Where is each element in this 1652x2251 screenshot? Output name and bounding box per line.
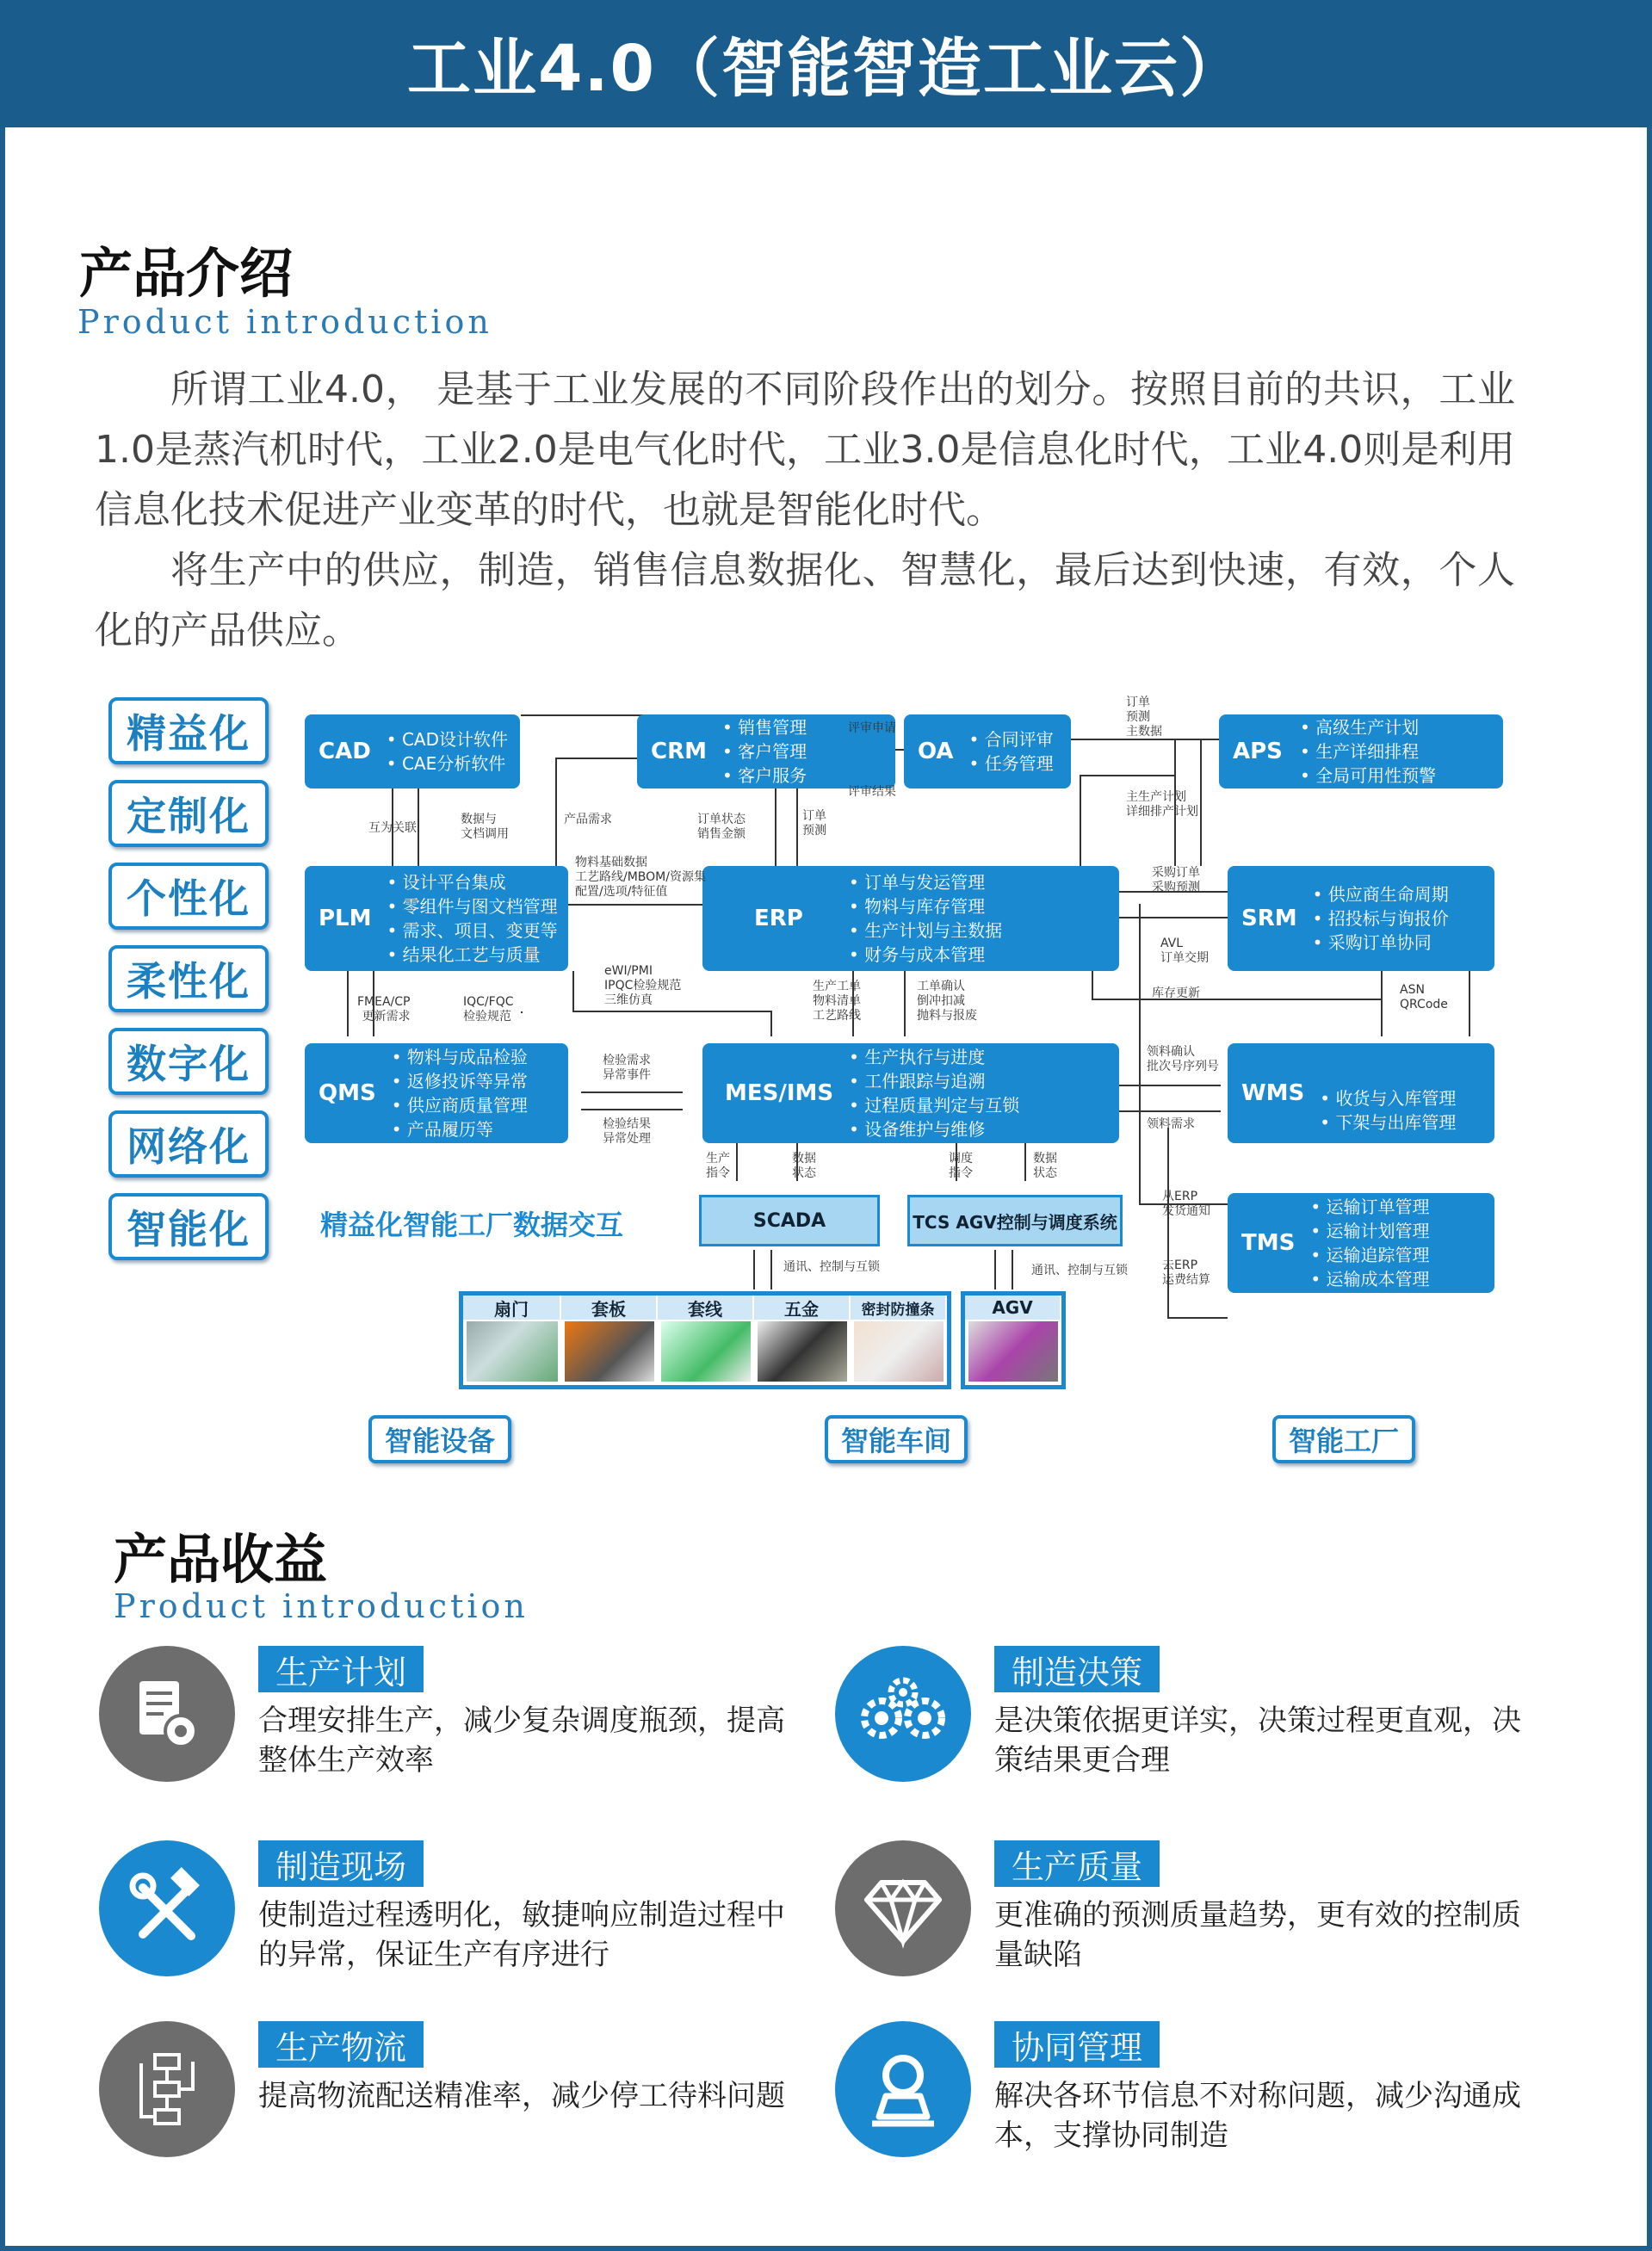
label-qms-mes: 检验结果 异常处理 [603, 1117, 651, 1146]
module-name: CRM [651, 739, 707, 764]
benefit-item [99, 1646, 805, 1801]
equipment-label: 密封防撞条 [851, 1296, 947, 1320]
intro-paragraph: 所谓工业4.0， 是基于工业发展的不同阶段作出的划分。按照目前的共识，工业1.0是蒸汽机时代，工业2.0是电气化时代，工业3.0是信息化时代，工业4.0则是利用信息化技术促进产业变革的时代，也就是智能化时代。 [95, 368, 1515, 532]
module-item: • 运输追踪管理 [1310, 1243, 1429, 1267]
module-item: • 客户服务 [722, 764, 807, 788]
module-item: • 物料与库存管理 [849, 894, 1002, 918]
module-item: • 返修投诉等异常 [392, 1069, 528, 1093]
label-comm: 通讯、控制与互锁 [1031, 1264, 1128, 1277]
module-item: • 产品履历等 [392, 1117, 528, 1141]
tag-smart-factory: 智能工厂 [1272, 1415, 1415, 1463]
label-scada: 生产 指令 [706, 1152, 730, 1180]
label-crm-oa: 评审结果 [848, 785, 896, 799]
label-cad-plm: 数据与 文档调用 [461, 813, 509, 841]
module-item: • 采购订单协同 [1313, 931, 1449, 955]
equipment-image [854, 1321, 944, 1382]
benefit-title: 协同管理 [994, 2021, 1160, 2068]
module-qms [305, 1043, 568, 1143]
connector-line [572, 971, 574, 1011]
label-crm-oa: 评审申请 [848, 721, 896, 735]
architecture-diagram [95, 689, 1541, 1472]
connector-line [1167, 1128, 1169, 1317]
module-item: • 生产计划与主数据 [849, 918, 1002, 943]
label-tcs: 调度 指令 [949, 1152, 973, 1180]
document-gear-icon [124, 1671, 210, 1757]
connector-line [1119, 917, 1228, 918]
intro-body [95, 360, 1515, 661]
equipment-image [758, 1321, 847, 1382]
connector-line [1139, 904, 1141, 1203]
tag-custom: 定制化 [108, 780, 269, 847]
benefit-text: 使制造过程透明化，敏捷响应制造过程中的异常，保证生产有序进行 [258, 1898, 785, 1972]
benefit-text: 更准确的预测质量趋势，更有效的控制质量缺陷 [994, 1898, 1521, 1972]
benefit-text: 解决各环节信息不对称问题，减少沟通成本，支撑协同制造 [994, 2079, 1521, 2153]
connector-line [572, 1011, 770, 1012]
module-item: • 设计平台集成 [387, 870, 558, 894]
intro-subtitle: Product introduction [77, 303, 492, 341]
module-items [722, 715, 807, 788]
connector-line [736, 1143, 738, 1181]
module-name: MES/IMS [725, 1080, 834, 1106]
module-item: • 结果化工艺与质量 [387, 943, 558, 967]
label-comm: 通讯、控制与互锁 [783, 1260, 880, 1274]
benefit-title: 生产物流 [258, 2021, 424, 2068]
module-item: • 过程质量判定与互锁 [849, 1093, 1019, 1117]
module-item: • 高级生产计划 [1300, 715, 1436, 739]
tag-personal: 个性化 [108, 863, 269, 930]
intro-title: 产品介绍 [79, 242, 294, 305]
label-inventory: 库存更新 [1152, 986, 1200, 1000]
intro-paragraph: 将生产中的供应，制造，销售信息数据化、智慧化，最后达到快速，有效，个人化的产品供应。 [95, 548, 1515, 652]
label-cad-plm: 互为关联 [368, 821, 417, 835]
module-name: OA [918, 739, 954, 764]
module-items [849, 1045, 1019, 1141]
scada-box: SCADA [699, 1195, 880, 1246]
module-item: • 下架与出库管理 [1320, 1110, 1456, 1135]
benefit-icon-circle [835, 2021, 971, 2157]
label-crm-erp: 订单状态 销售金额 [697, 813, 746, 841]
connector-line [775, 788, 777, 866]
benefit-item [835, 2021, 1541, 2176]
agv-label: AGV [965, 1296, 1061, 1320]
module-item: • 运输计划管理 [1310, 1219, 1429, 1243]
module-item: • 销售管理 [722, 715, 807, 739]
module-items [1320, 1086, 1456, 1135]
module-name: PLM [319, 906, 372, 931]
connector-line [1119, 1085, 1221, 1086]
label-aps: 订单 预测 主数据 [1126, 696, 1162, 739]
benefit-title: 制造决策 [994, 1646, 1160, 1692]
label-mes-wms: 领料需求 [1147, 1117, 1195, 1131]
hammer-wrench-icon [124, 1865, 210, 1951]
connector-line [796, 788, 798, 866]
page-title: 工业4.0（智能智造工业云） [406, 32, 1246, 106]
connector-line [1012, 1250, 1013, 1289]
module-erp [702, 866, 1119, 971]
equipment-label: 套线 [658, 1296, 754, 1320]
connector-line [770, 1011, 772, 1036]
module-item: • 供应商质量管理 [392, 1093, 528, 1117]
module-item: • 合同评审 [969, 727, 1054, 751]
label-plm-qms: IQC/FQC 检验规范 [463, 995, 514, 1023]
label-erp-mes: 工单确认 倒冲扣减 抛料与报废 [917, 980, 977, 1023]
label-tms: 去ERP 运费结算 [1162, 1258, 1210, 1287]
module-name: QMS [319, 1080, 376, 1106]
module-items [1313, 882, 1449, 955]
benefit-title: 生产质量 [994, 1840, 1160, 1887]
module-plm [305, 866, 568, 971]
module-item: • 运输成本管理 [1310, 1267, 1429, 1291]
label-srm-wms: ASN QRCode [1400, 983, 1448, 1011]
module-items [849, 870, 1002, 967]
module-item: • 任务管理 [969, 751, 1054, 776]
tag-intelligent: 智能化 [108, 1193, 269, 1260]
benefit-icon-circle [99, 2021, 235, 2157]
module-cad [305, 714, 520, 788]
module-name: SRM [1241, 906, 1297, 931]
module-item: • 财务与成本管理 [849, 943, 1002, 967]
benefit-text: 合理安排生产，减少复杂调度瓶颈，提高整体生产效率 [258, 1704, 785, 1778]
connector-line [1119, 1110, 1221, 1112]
benefit-text: 提高物流配送精准率，减少停工待料问题 [258, 2079, 785, 2113]
benefit-icon-circle [99, 1840, 235, 1976]
tag-smart-workshop: 智能车间 [825, 1415, 968, 1463]
tag-digital: 数字化 [108, 1028, 269, 1095]
module-item: • 零组件与图文档管理 [387, 894, 558, 918]
connector-line [904, 971, 906, 1036]
connector-line [1381, 971, 1383, 1036]
module-item: • 订单与发运管理 [849, 870, 1002, 894]
module-oa [904, 714, 1071, 788]
module-items [387, 870, 558, 967]
label-tms: 从ERP 发货通知 [1162, 1190, 1210, 1218]
module-name: APS [1233, 739, 1283, 764]
connector-line [1080, 775, 1081, 866]
module-item: • 招投标与询报价 [1313, 906, 1449, 931]
label-crm-erp: 订单 预测 [802, 809, 826, 838]
benefit-text: 是决策依据更详实，决策过程更直观，决策结果更合理 [994, 1704, 1521, 1778]
module-item: • 运输订单管理 [1310, 1195, 1429, 1219]
equipment-label: 五金 [754, 1296, 851, 1320]
benefits-title: 产品收益 [114, 1528, 328, 1591]
connector-line [1469, 971, 1470, 1036]
flowchart-icon [124, 2046, 210, 2132]
label-aps: 主生产计划 详细排产计划 [1126, 790, 1198, 819]
module-tms [1228, 1193, 1494, 1293]
diagram-caption: 精益化智能工厂数据交互 [320, 1209, 624, 1241]
equipment-image [661, 1321, 751, 1382]
connector-line [1024, 1143, 1026, 1181]
module-item: • 收货与入库管理 [1320, 1086, 1456, 1110]
module-mes [702, 1043, 1119, 1143]
connector-line [770, 1250, 772, 1289]
connector-line [581, 1091, 683, 1093]
module-item: • 全局可用性预警 [1300, 764, 1436, 788]
connector-line [1080, 775, 1174, 776]
module-items [387, 727, 508, 776]
tag-lean: 精益化 [108, 697, 269, 764]
benefit-item [835, 1646, 1541, 1801]
module-item: • 工件跟踪与追溯 [849, 1069, 1019, 1093]
agv-panel [961, 1291, 1066, 1389]
benefit-title: 制造现场 [258, 1840, 424, 1887]
module-item: • 生产详细排程 [1300, 739, 1436, 764]
module-aps [1219, 714, 1503, 788]
tag-smart-device: 智能设备 [368, 1415, 511, 1463]
module-srm [1228, 866, 1494, 971]
module-item: • 生产执行与进度 [849, 1045, 1019, 1069]
page-header [0, 0, 1652, 127]
label-erp-mes: 生产工单 物料清单 工艺路线 [813, 980, 861, 1023]
connector-line [1092, 971, 1093, 999]
label-plm-erp: 物料基础数据 工艺路线/MBOM/资源集 配置/选项/特征值 [575, 856, 706, 899]
module-item: • 供应商生命周期 [1313, 882, 1449, 906]
module-items [1300, 715, 1436, 788]
benefit-icon-circle [835, 1840, 971, 1976]
benefits-subtitle: Product introduction [114, 1587, 529, 1625]
module-name: CAD [319, 739, 371, 764]
connector-line [521, 1011, 523, 1013]
label-plm-crm: 产品需求 [564, 813, 612, 826]
module-items [392, 1045, 528, 1141]
label-erp-srm: 采购订单 采购预测 [1152, 866, 1200, 894]
module-item: • 需求、项目、变更等 [387, 918, 558, 943]
module-items [969, 727, 1054, 776]
connector-line [418, 788, 419, 866]
module-item: • 客户管理 [722, 739, 807, 764]
benefit-item [99, 1840, 805, 1995]
label-tcs: 数据 状态 [1033, 1152, 1057, 1180]
connector-line [347, 971, 349, 1036]
agv-image [968, 1321, 1058, 1382]
equipment-panel [459, 1291, 951, 1389]
module-name: ERP [754, 906, 803, 931]
benefit-title: 生产计划 [258, 1646, 424, 1692]
connector-line [1092, 999, 1381, 1000]
equipment-label: 扇门 [463, 1296, 561, 1320]
label-erp-srm: AVL 订单交期 [1160, 937, 1209, 965]
tag-flexible: 柔性化 [108, 945, 269, 1012]
benefit-item [99, 2021, 805, 2176]
label-qms-mes: 检验需求 异常事件 [603, 1054, 651, 1082]
gears-bulb-icon [856, 1671, 950, 1757]
user-icon [860, 2046, 946, 2132]
connector-line [581, 1109, 683, 1110]
module-name: WMS [1241, 1080, 1305, 1106]
label-plm-qms: FMEA/CP 更新需求 [357, 995, 411, 1023]
label-mes-wms: 领料确认 批次号序列号 [1147, 1045, 1219, 1073]
tcs-box: TCS AGV控制与调度系统 [907, 1195, 1123, 1246]
module-item: • CAE分析软件 [387, 751, 508, 776]
benefit-icon-circle [835, 1646, 971, 1782]
module-item: • 设备维护与维修 [849, 1117, 1019, 1141]
tag-network: 网络化 [108, 1110, 269, 1178]
equipment-image [467, 1321, 558, 1382]
equipment-label: 套板 [561, 1296, 658, 1320]
label-plm-mes: eWI/PMI IPQC检验规范 三维仿真 [604, 964, 682, 1007]
module-name: TMS [1241, 1230, 1296, 1256]
module-items [1310, 1195, 1429, 1291]
connector-line [555, 758, 557, 866]
module-item: • 物料与成品检验 [392, 1045, 528, 1069]
connector-line [1167, 1317, 1228, 1319]
module-item: • CAD设计软件 [387, 727, 508, 751]
connector-line [1200, 739, 1202, 866]
module-wms [1228, 1043, 1494, 1143]
benefit-icon-circle [99, 1646, 235, 1782]
benefit-item [835, 1840, 1541, 1995]
diamond-icon [860, 1865, 946, 1951]
label-scada: 数据 状态 [792, 1152, 816, 1180]
connector-line [994, 1250, 996, 1289]
connector-line [753, 1250, 755, 1289]
equipment-image [565, 1321, 654, 1382]
